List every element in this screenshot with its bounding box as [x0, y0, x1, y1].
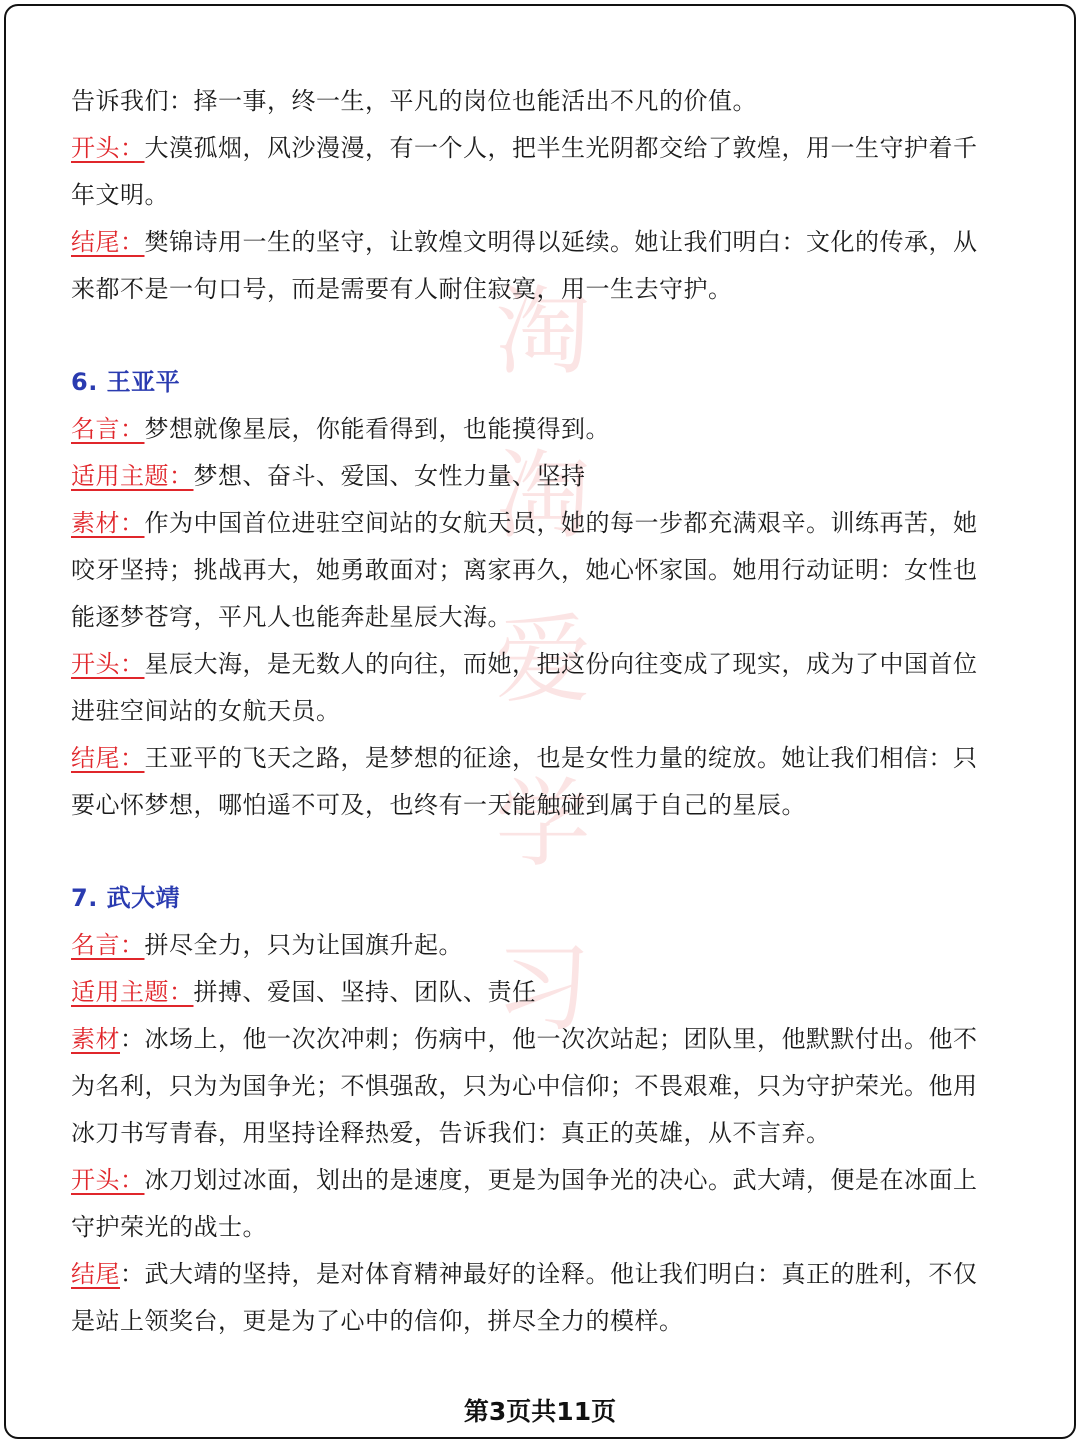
themes-label: 适用主题：: [71, 978, 194, 1006]
themes-line: [71, 969, 1039, 1016]
opening-line: [71, 1157, 1039, 1204]
quote-label: 名言：: [71, 415, 145, 443]
section-heading: 6. 王亚平: [71, 368, 181, 396]
material-line: [71, 500, 1039, 547]
text-line: 咬牙坚持；挑战再大，她勇敢面对；离家再久，她心怀家国。她用行动证明：女性也: [71, 556, 978, 584]
ending-text: 王亚平的飞天之路，是梦想的征途，也是女性力量的绽放。她让我们相信：只: [144, 744, 978, 772]
text-line: 为名利，只为为国争光；不惧强敌，只为心中信仰；不畏艰难，只为守护荣光。他用: [71, 1072, 978, 1100]
watermark-char: 爱: [495, 604, 591, 716]
opening-line: [71, 641, 1039, 688]
material-text: ：冰场上，他一次次冲刺；伤病中，他一次次站起；团队里，他默默付出。他不: [120, 1025, 978, 1053]
opening-text: 冰刀划过冰面，划出的是速度，更是为国争光的决心。武大靖，便是在冰面上: [144, 1166, 978, 1194]
section-heading: 7. 武大靖: [71, 884, 181, 912]
opening-line: [71, 125, 1039, 172]
page-indicator: 第3页共11页: [463, 1397, 617, 1426]
watermark-char: 学: [495, 768, 591, 880]
watermark-char: 淘: [495, 440, 591, 552]
ending-label: 结尾: [71, 1260, 120, 1288]
text-line: 能逐梦苍穹，平凡人也能奔赴星辰大海。: [71, 603, 512, 631]
material-label: 素材：: [71, 509, 145, 537]
text-line: 来都不是一句口号，而是需要有人耐住寂寞，用一生去守护。: [71, 275, 733, 303]
quote-text: 梦想就像星辰，你能看得到，也能摸得到。: [144, 415, 610, 443]
opening-label: 开头：: [71, 1166, 145, 1194]
text-line: 要心怀梦想，哪怕遥不可及，也终有一天能触碰到属于自己的星辰。: [71, 791, 806, 819]
ending-text: ：武大靖的坚持，是对体育精神最好的诠释。他让我们明白：真正的胜利，不仅: [120, 1260, 978, 1288]
ending-line: [71, 219, 1039, 266]
opening-text: 大漠孤烟，风沙漫漫，有一个人，把半生光阴都交给了敦煌，用一生守护着千: [144, 134, 978, 162]
text-line: 冰刀书写青春，用坚持诠释热爱，告诉我们：真正的英雄，从不言弃。: [71, 1119, 831, 1147]
text-line: 告诉我们：择一事，终一生，平凡的岗位也能活出不凡的价值。: [71, 87, 757, 115]
themes-line: [71, 453, 1039, 500]
text-line: 守护荣光的战士。: [71, 1213, 267, 1241]
opening-label: 开头：: [71, 650, 145, 678]
text-line: 进驻空间站的女航天员。: [71, 697, 341, 725]
material-label: 素材: [71, 1025, 120, 1053]
watermark-char: 习: [495, 932, 591, 1044]
quote-text: 拼尽全力，只为让国旗升起。: [144, 931, 463, 959]
quote-line: [71, 922, 1039, 969]
material-line: [71, 1016, 1039, 1063]
text-line: 年文明。: [71, 181, 169, 209]
themes-text: 梦想、奋斗、爱国、女性力量、坚持: [193, 462, 586, 490]
quote-label: 名言：: [71, 931, 145, 959]
document-body: [71, 78, 1039, 1345]
quote-line: [71, 406, 1039, 453]
section-gap: [71, 829, 1039, 875]
ending-label: 结尾：: [71, 228, 145, 256]
ending-line: [71, 735, 1039, 782]
themes-text: 拼搏、爱国、坚持、团队、责任: [193, 978, 537, 1006]
material-text: 作为中国首位进驻空间站的女航天员，她的每一步都充满艰辛。训练再苦，她: [144, 509, 978, 537]
opening-label: 开头：: [71, 134, 145, 162]
text-line: 是站上领奖台，更是为了心中的信仰，拼尽全力的模样。: [71, 1307, 684, 1335]
ending-label: 结尾：: [71, 744, 145, 772]
ending-text: 樊锦诗用一生的坚守，让敦煌文明得以延续。她让我们明白：文化的传承，从: [144, 228, 978, 256]
opening-text: 星辰大海，是无数人的向往，而她，把这份向往变成了现实，成为了中国首位: [144, 650, 978, 678]
watermark-char: 淘: [495, 276, 591, 388]
themes-label: 适用主题：: [71, 462, 194, 490]
ending-line: [71, 1251, 1039, 1298]
section-gap: [71, 313, 1039, 359]
